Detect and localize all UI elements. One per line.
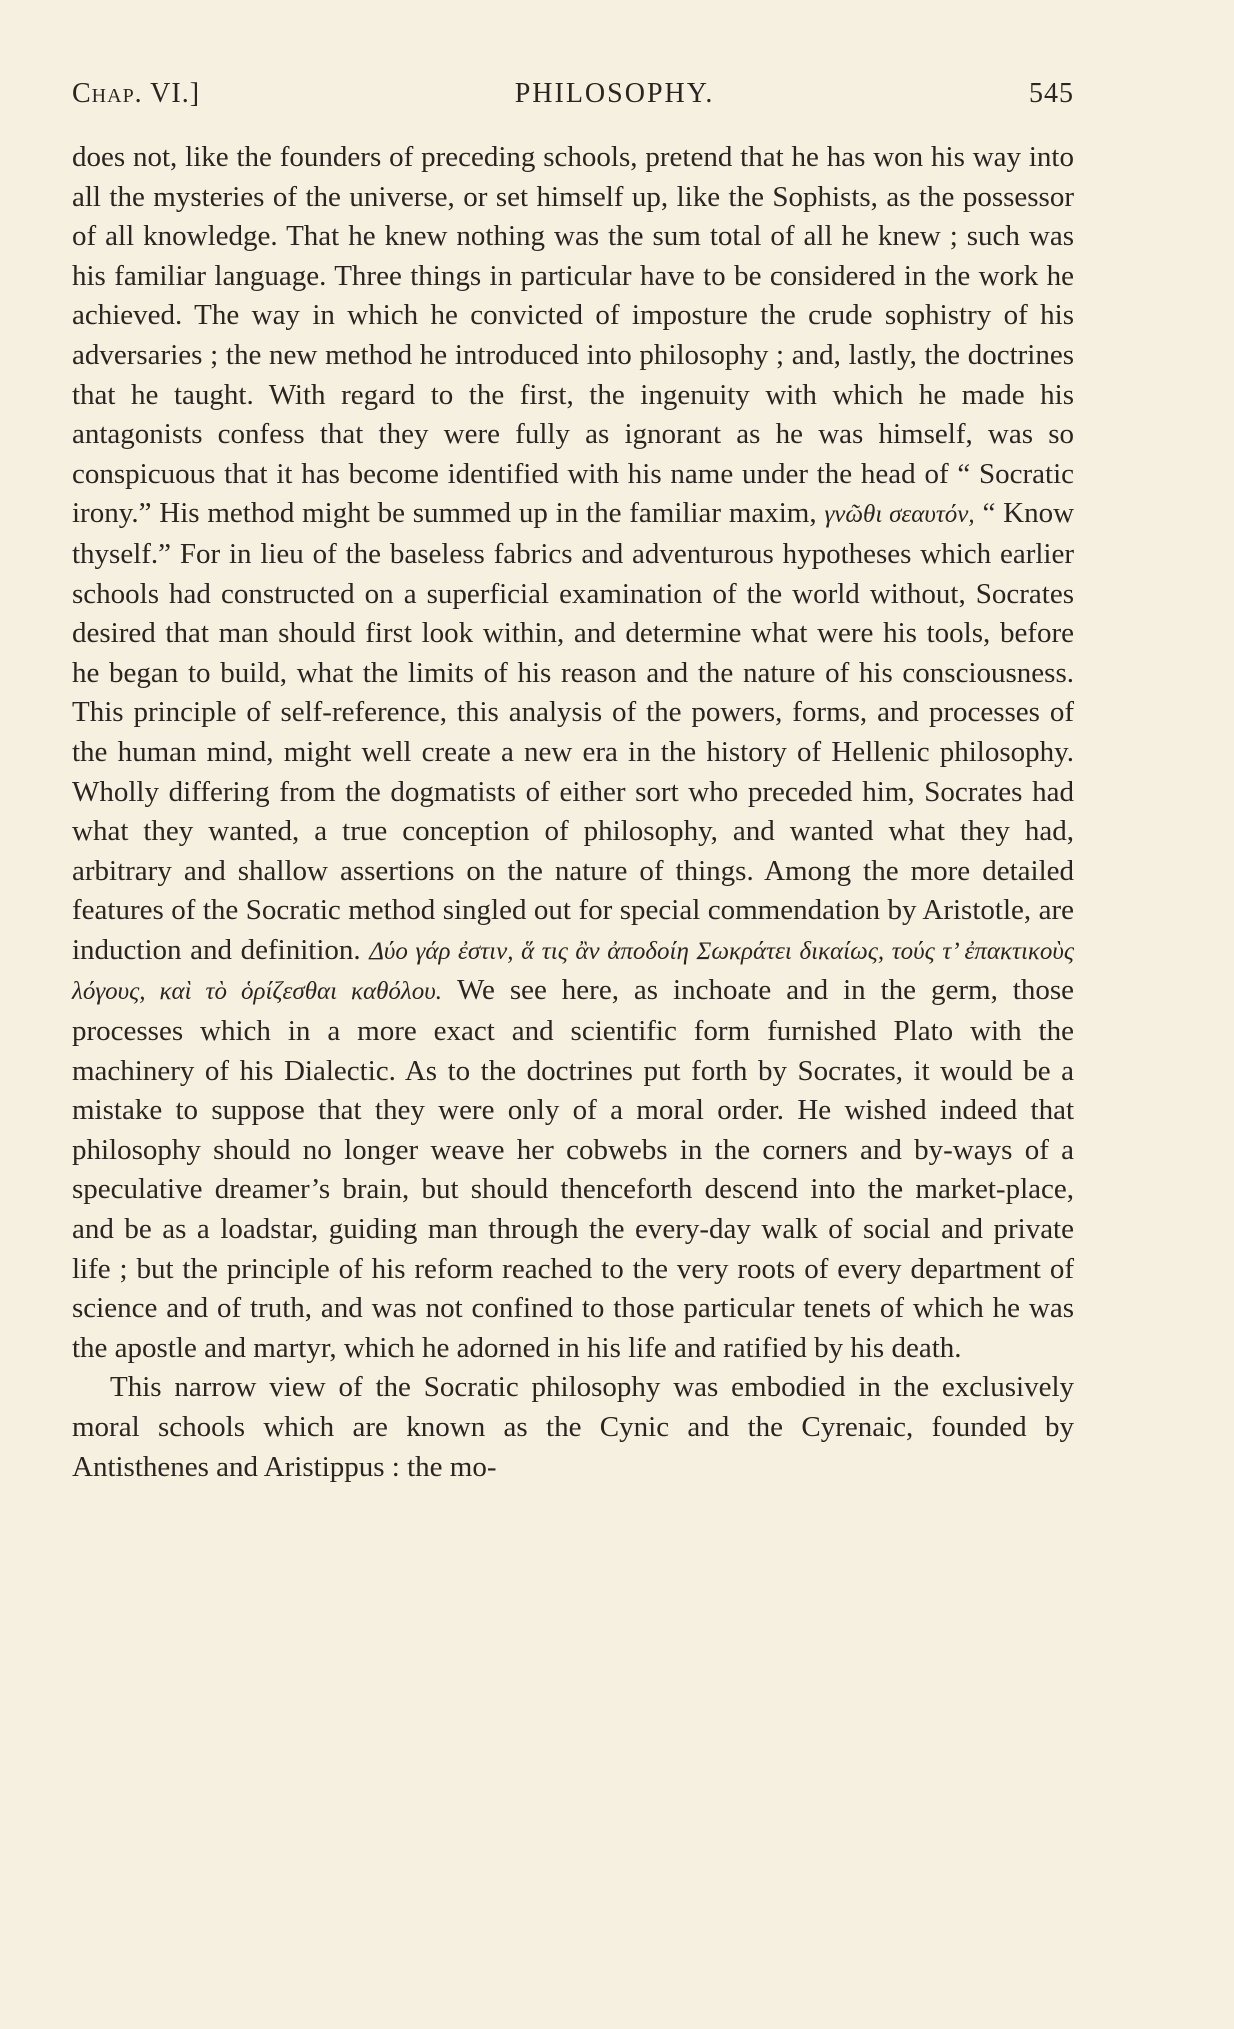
page-number: 545 bbox=[1028, 78, 1074, 109]
book-page bbox=[72, 78, 1074, 1487]
body-text bbox=[72, 138, 1074, 1487]
paragraph-1 bbox=[72, 138, 1074, 1368]
running-head bbox=[72, 78, 1074, 110]
paragraph-1-part-a: does not, like the founders of preceding schools, pretend that he has won his way into all the mysteries of the universe, or set himself up, like the Sophists, as the possessor of all knowledge. That he knew nothing was the sum total of all he knew ; such was his familiar language. Three things in particular have to be considered in the work he achieved. The way in which he convicted of imposture the crude sophistry of his adversaries ; the new method he introduced into philosophy ; and, lastly, the doctrines that he taught. With regard to the first, the ingenuity with which he made his antagonists confess that they were fully as ignorant as he was himself, was so conspicuous that it has become identified with his name under the head of “ Socratic irony.” His method might be summed up in the familiar maxim, bbox=[72, 141, 1074, 530]
chapter-label: Chap. VI.] bbox=[72, 78, 201, 109]
greek-maxim: γνῶθι σεαυτόν, bbox=[824, 501, 975, 529]
paragraph-1-part-c: We see here, as inchoate and in the germ, those processes which in a more exact and scientific form furnished Plato with the machinery of his Dialectic. As to the doctrines put forth by Socrates, it would be a mistake to suppose that they were only of a moral order. He wished indeed that philosophy should no longer weave her cobwebs in the corners and by-ways of a speculative dreamer’s brain, but should thenceforth descend into the market-place, and be as a loadstar, guiding man through the every-day walk of social and private life ; but the principle of his reform reached to the very roots of every department of science and of truth, and was not confined to those particular tenets of which he was the apostle and martyr, which he adorned in his life and ratified by his death. bbox=[72, 974, 1074, 1364]
greek-quotation: Δύο γάρ ἐστιν, ἅ τις ἂν ἀποδοίη Σωκράτει δικαίως, τούς τ’ ἐπακτικοὺς λόγους, καὶ τὸ ὁρίζεσθαι καθόλου. bbox=[72, 937, 1075, 1006]
paragraph-2: This narrow view of the Socratic philosophy was embodied in the exclusively moral schools which are known as the Cynic and the Cyrenaic, founded by Antisthenes and Aristippus : the mo- bbox=[72, 1371, 1074, 1483]
running-title: PHILOSOPHY. bbox=[514, 78, 715, 109]
paragraph-1-part-b: “ Know thyself.” For in lieu of the baseless fabrics and adventurous hypotheses which earlier schools had constructed on a superficial examination of the world without, Socrates desired that man should first look within, and determine what were his tools, before he began to build, what the limits of his reason and the nature of his consciousness. This principle of self-reference, this analysis of the powers, forms, and processes of the human mind, might well create a new era in the history of Hellenic philosophy. Wholly differing from the dogmatists of either sort who preceded him, Socrates had what they wanted, a true conception of philosophy, and wanted what they had, arbitrary and shallow assertions on the nature of things. Among the more detailed features of the Socratic method singled out for special commendation by Aristotle, are induction and definition. bbox=[72, 497, 1075, 966]
